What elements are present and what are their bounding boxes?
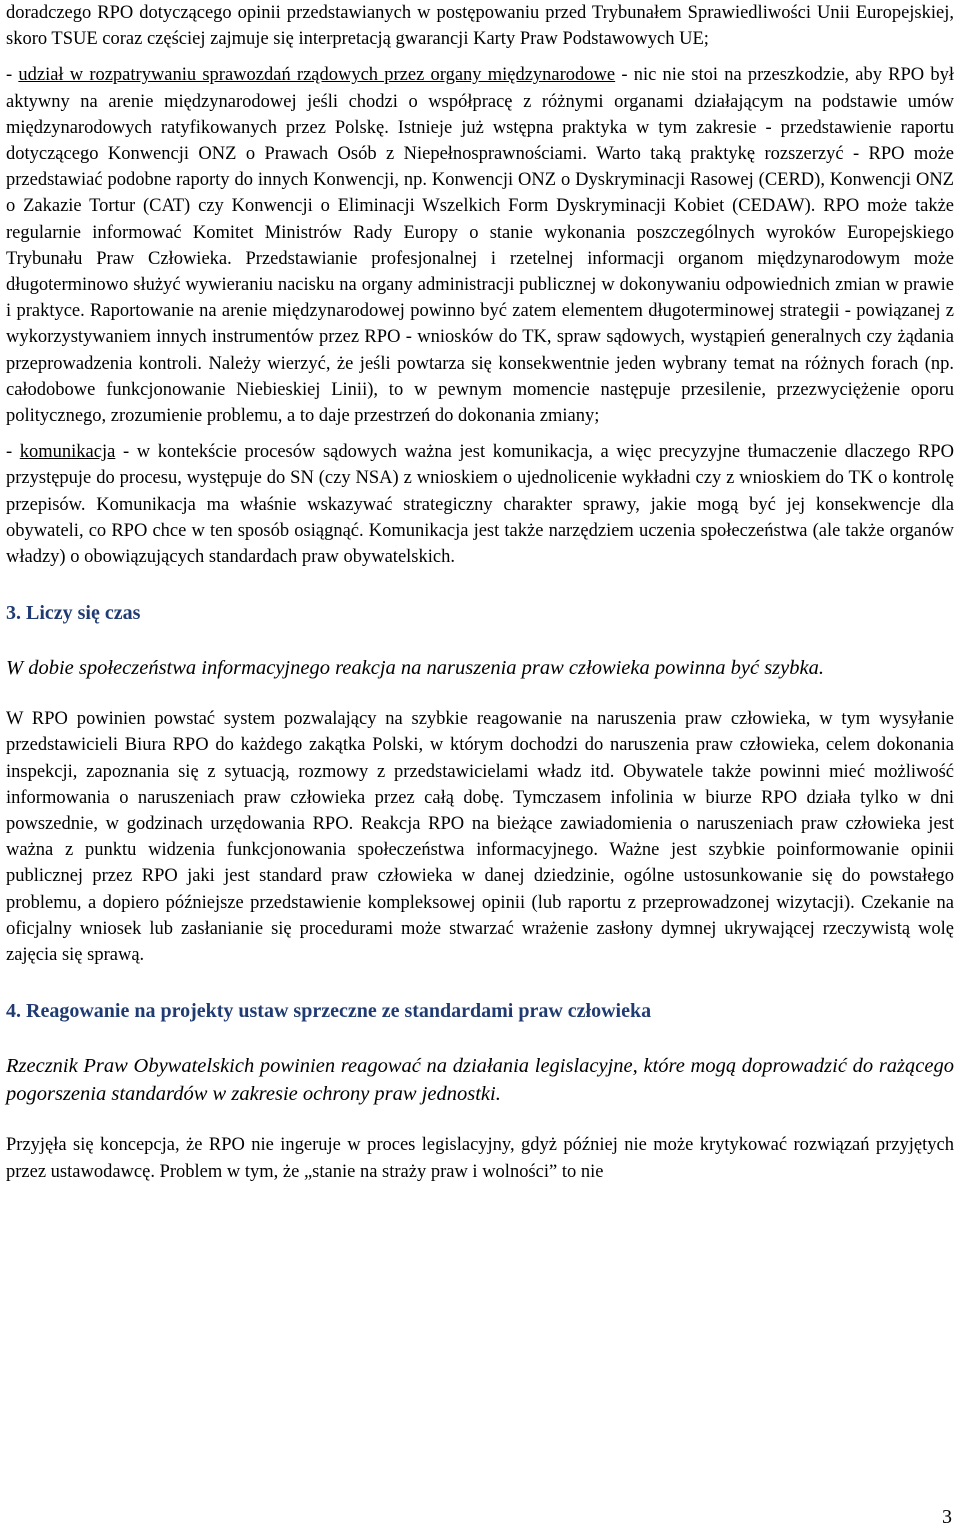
document-page [6, 0, 954, 1185]
intro-paragraph: doradczego RPO dotyczącego opinii przedstawianych w postępowaniu przed Trybunałem Sprawiedliwości Unii Europejskiej, skoro TSUE coraz częściej zajmuje się interpretacją gwarancji Karty Praw Podstawowych UE; [6, 3, 954, 50]
list-dash: - [6, 65, 19, 86]
section-3-body: W RPO powinien powstać system pozwalający na szybkie reagowanie na naruszenia praw człowieka, w tym wysyłanie przedstawicieli Biura RPO do każdego zakątka Polski, w którym dochodzi do naruszenia praw człowieka, celem dokonania inspekcji, zapoznania się z sytuacją, rozmowy z przedstawicielami władz itd. Obywatele także powinni mieć możliwość informowania o naruszeniach praw człowieka przez całą dobę. Tymczasem infolinia w biurze RPO działa tylko w dni powszednie, w godzinach urzędowania RPO. Reakcja RPO na bieżące zawiadomienia o naruszeniach praw człowieka jest ważna z punktu widzenia funkcjonowania społeczeństwa informacyjnego. Ważne jest szybkie poinformowanie opinii publicznej przez RPO jaki jest standard praw człowieka w danej dziedzinie, ogólne ustosunkowanie się do powstałego problemu, a dopiero późniejsze przedstawienie kompleksowej opinii (lub raportu z przeprowadzonej wizytacji). Czekanie na oficjalny wniosek lub zasłanianie się procedurami może stwarzać wrażenie zasłony dymnej ukrywającej rzeczywistą wolę zajęcia się sprawą. [6, 709, 954, 966]
page-number: 3 [942, 1506, 952, 1528]
paragraph-komunikacja-text: - w kontekście procesów sądowych ważna jest komunikacja, a więc precyzyjne tłumaczenie dlaczego RPO przystępuje do procesu, występuje do SN (czy NSA) z wnioskiem o ujednolicenie wykładni czy z wnioskiem do TK o kontrolę przepisów. Komunikacja ma właśnie wskazywać strategiczny charakter sprawy, jakie mogą być jej konsekwencje dla obywateli, co RPO chce w ten sposób osiągnąć. Komunikacja jest także narzędziem uczenia społeczeństwa (ale także organów władzy) o obowiązujących standardach praw obywatelskich. [6, 442, 954, 568]
term-komunikacja: komunikacja [19, 442, 116, 463]
section-3-lead: W dobie społeczeństwa informacyjnego reakcja na naruszenia praw człowieka powinna być szybka. [6, 657, 824, 680]
paragraph-komunikacja [6, 439, 954, 570]
section-4-lead: Rzecznik Praw Obywatelskich powinien reagować na działania legislacyjne, które mogą doprowadzić do rażącego pogorszenia standardów w zakresie ochrony praw jednostki. [6, 1055, 954, 1106]
paragraph-udzial [6, 62, 954, 429]
list-dash: - [6, 442, 20, 463]
paragraph-udzial-text: - nic nie stoi na przeszkodzie, aby RPO był aktywny na arenie międzynarodowej jeśli chodzi o współpracę z różnymi organami działającym na podstawie umów międzynarodowych ratyfikowanych przez Polskę. Istnieje już wstępna praktyka w tym zakresie - przedstawienie raportu dotyczącego Konwencji ONZ o Prawach Osób z Niepełnosprawnościami. Warto taką praktykę rozszerzyć - RPO może przedstawiać podobne raporty do innych Konwencji, np. Konwencji ONZ o Dyskryminacji Rasowej (CERD), Konwencji ONZ o Zakazie Tortur (CAT) czy Konwencji o Eliminacji Wszelkich Form Dyskryminacji Kobiet (CEDAW). RPO może także regularnie informować Komitet Ministrów Rady Europy o stanie wykonania poszczególnych wyroków Europejskiego Trybunału Praw Człowieka. Przedstawianie profesjonalnej i rzetelnej informacji organom międzynarodowym może długoterminowo służyć wywieraniu nacisku na organy administracji publicznej w dokonywaniu odpowiednich zmian w prawie i praktyce. Raportowanie na arenie międzynarodowej powinno być zatem elementem długoterminowej strategii - powiązanej z wykorzystywaniem innych instrumentów przez RPO - wniosków do TK, spraw sądowych, wystąpień generalnych czy żądania przeprowadzenia kontroli. Należy wierzyć, że jeśli powtarza się konsekwentnie jeden wybrany temat na różnych forach (np. całodobowe funkcjonowanie Niebieskiej Linii), to w pewnym momencie następuje przesilenie, przezwyciężenie oporu politycznego, zrozumienie problemu, a to daje przestrzeń do dokonania zmiany; [6, 65, 954, 427]
section-3-heading: 3. Liczy się czas [6, 602, 141, 625]
section-4-body: Przyjęła się koncepcja, że RPO nie ingeruje w proces legislacyjny, gdyż później nie może krytykować rozwiązań przyjętych przez ustawodawcę. Problem w tym, że „stanie na straży praw i wolności” to nie [6, 1135, 954, 1182]
term-udzial: udział w rozpatrywaniu sprawozdań rządowych przez organy międzynarodowe [18, 65, 616, 86]
section-4-heading: 4. Reagowanie na projekty ustaw sprzeczne ze standardami praw człowieka [6, 1000, 652, 1023]
